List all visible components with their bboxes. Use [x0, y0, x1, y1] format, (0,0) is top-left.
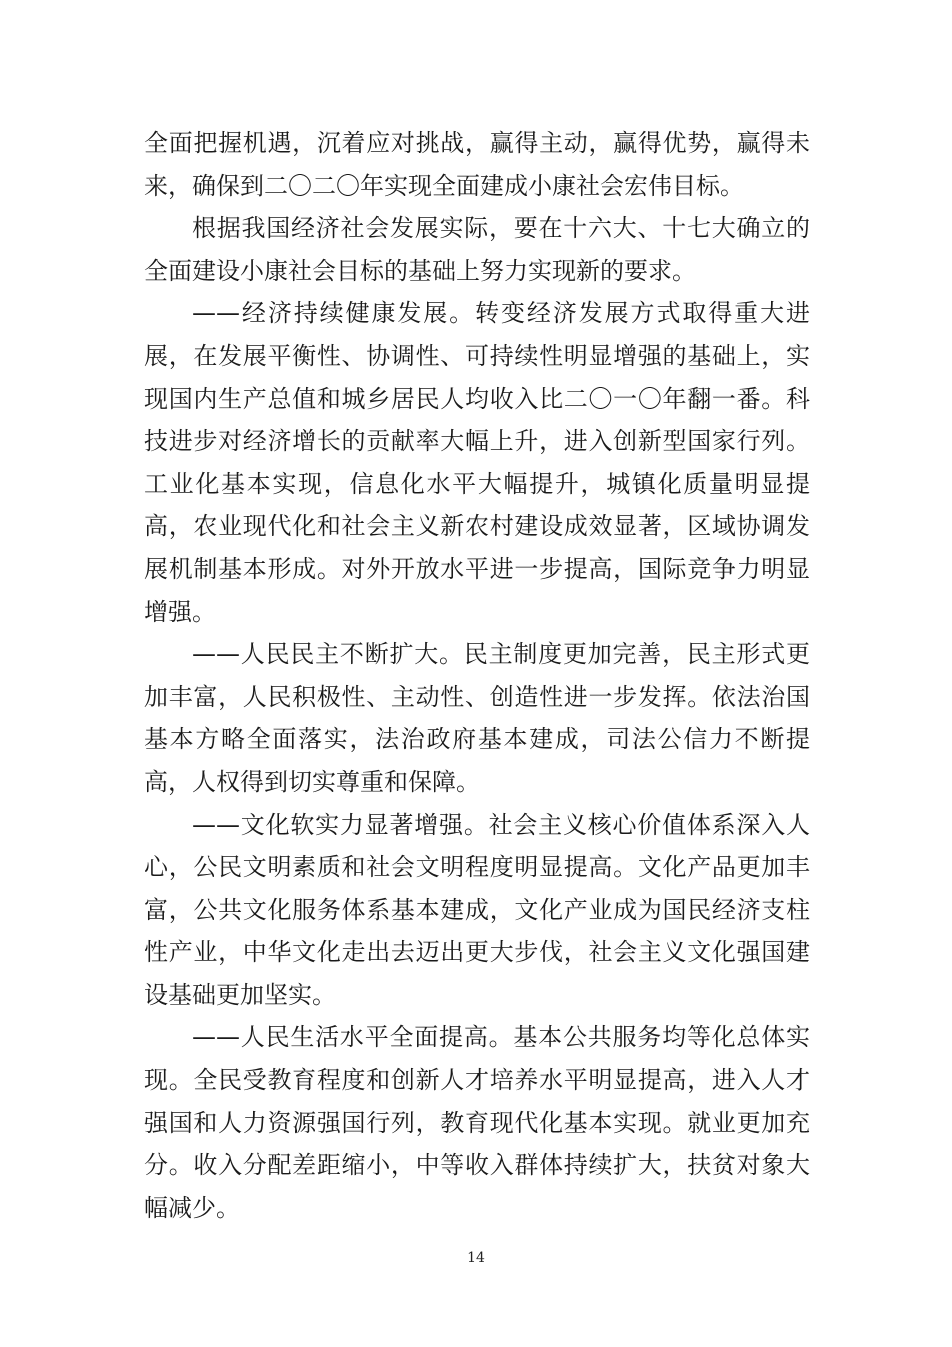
document-body: [144, 122, 810, 1229]
paragraph-requirements-intro: 根据我国经济社会发展实际，要在十六大、十七大确立的全面建设小康社会目标的基础上努力实现新的要求。: [144, 214, 810, 285]
paragraph-democracy: ——人民民主不断扩大。民主制度更加完善，民主形式更加丰富，人民积极性、主动性、创造性进一步发挥。依法治国基本方略全面落实，法治政府基本建成，司法公信力不断提高，人权得到切实尊重和保障。: [144, 640, 810, 796]
paragraph-living-standards: ——人民生活水平全面提高。基本公共服务均等化总体实现。全民受教育程度和创新人才培养水平明显提高，进入人才强国和人力资源强国行列，教育现代化基本实现。就业更加充分。收入分配差距缩小，中等收入群体持续扩大，扶贫对象大幅减少。: [144, 1023, 810, 1222]
paragraph-culture: ——文化软实力显著增强。社会主义核心价值体系深入人心，公民文明素质和社会文明程度明显提高。文化产品更加丰富，公共文化服务体系基本建成，文化产业成为国民经济支柱性产业，中华文化走出去迈出更大步伐，社会主义文化强国建设基础更加坚实。: [144, 810, 810, 1009]
page-number: 14: [467, 1250, 485, 1266]
paragraph-economy: ——经济持续健康发展。转变经济发展方式取得重大进展，在发展平衡性、协调性、可持续性明显增强的基础上，实现国内生产总值和城乡居民人均收入比二〇一〇年翻一番。科技进步对经济增长的贡献率大幅上升，进入创新型国家行列。工业化基本实现，信息化水平大幅提升，城镇化质量明显提高，农业现代化和社会主义新农村建设成效显著，区域协调发展机制基本形成。对外开放水平进一步提高，国际竞争力明显增强。: [144, 299, 810, 626]
paragraph-continuation: 全面把握机遇，沉着应对挑战，赢得主动，赢得优势，赢得未来，确保到二〇二〇年实现全面建成小康社会宏伟目标。: [144, 129, 810, 200]
